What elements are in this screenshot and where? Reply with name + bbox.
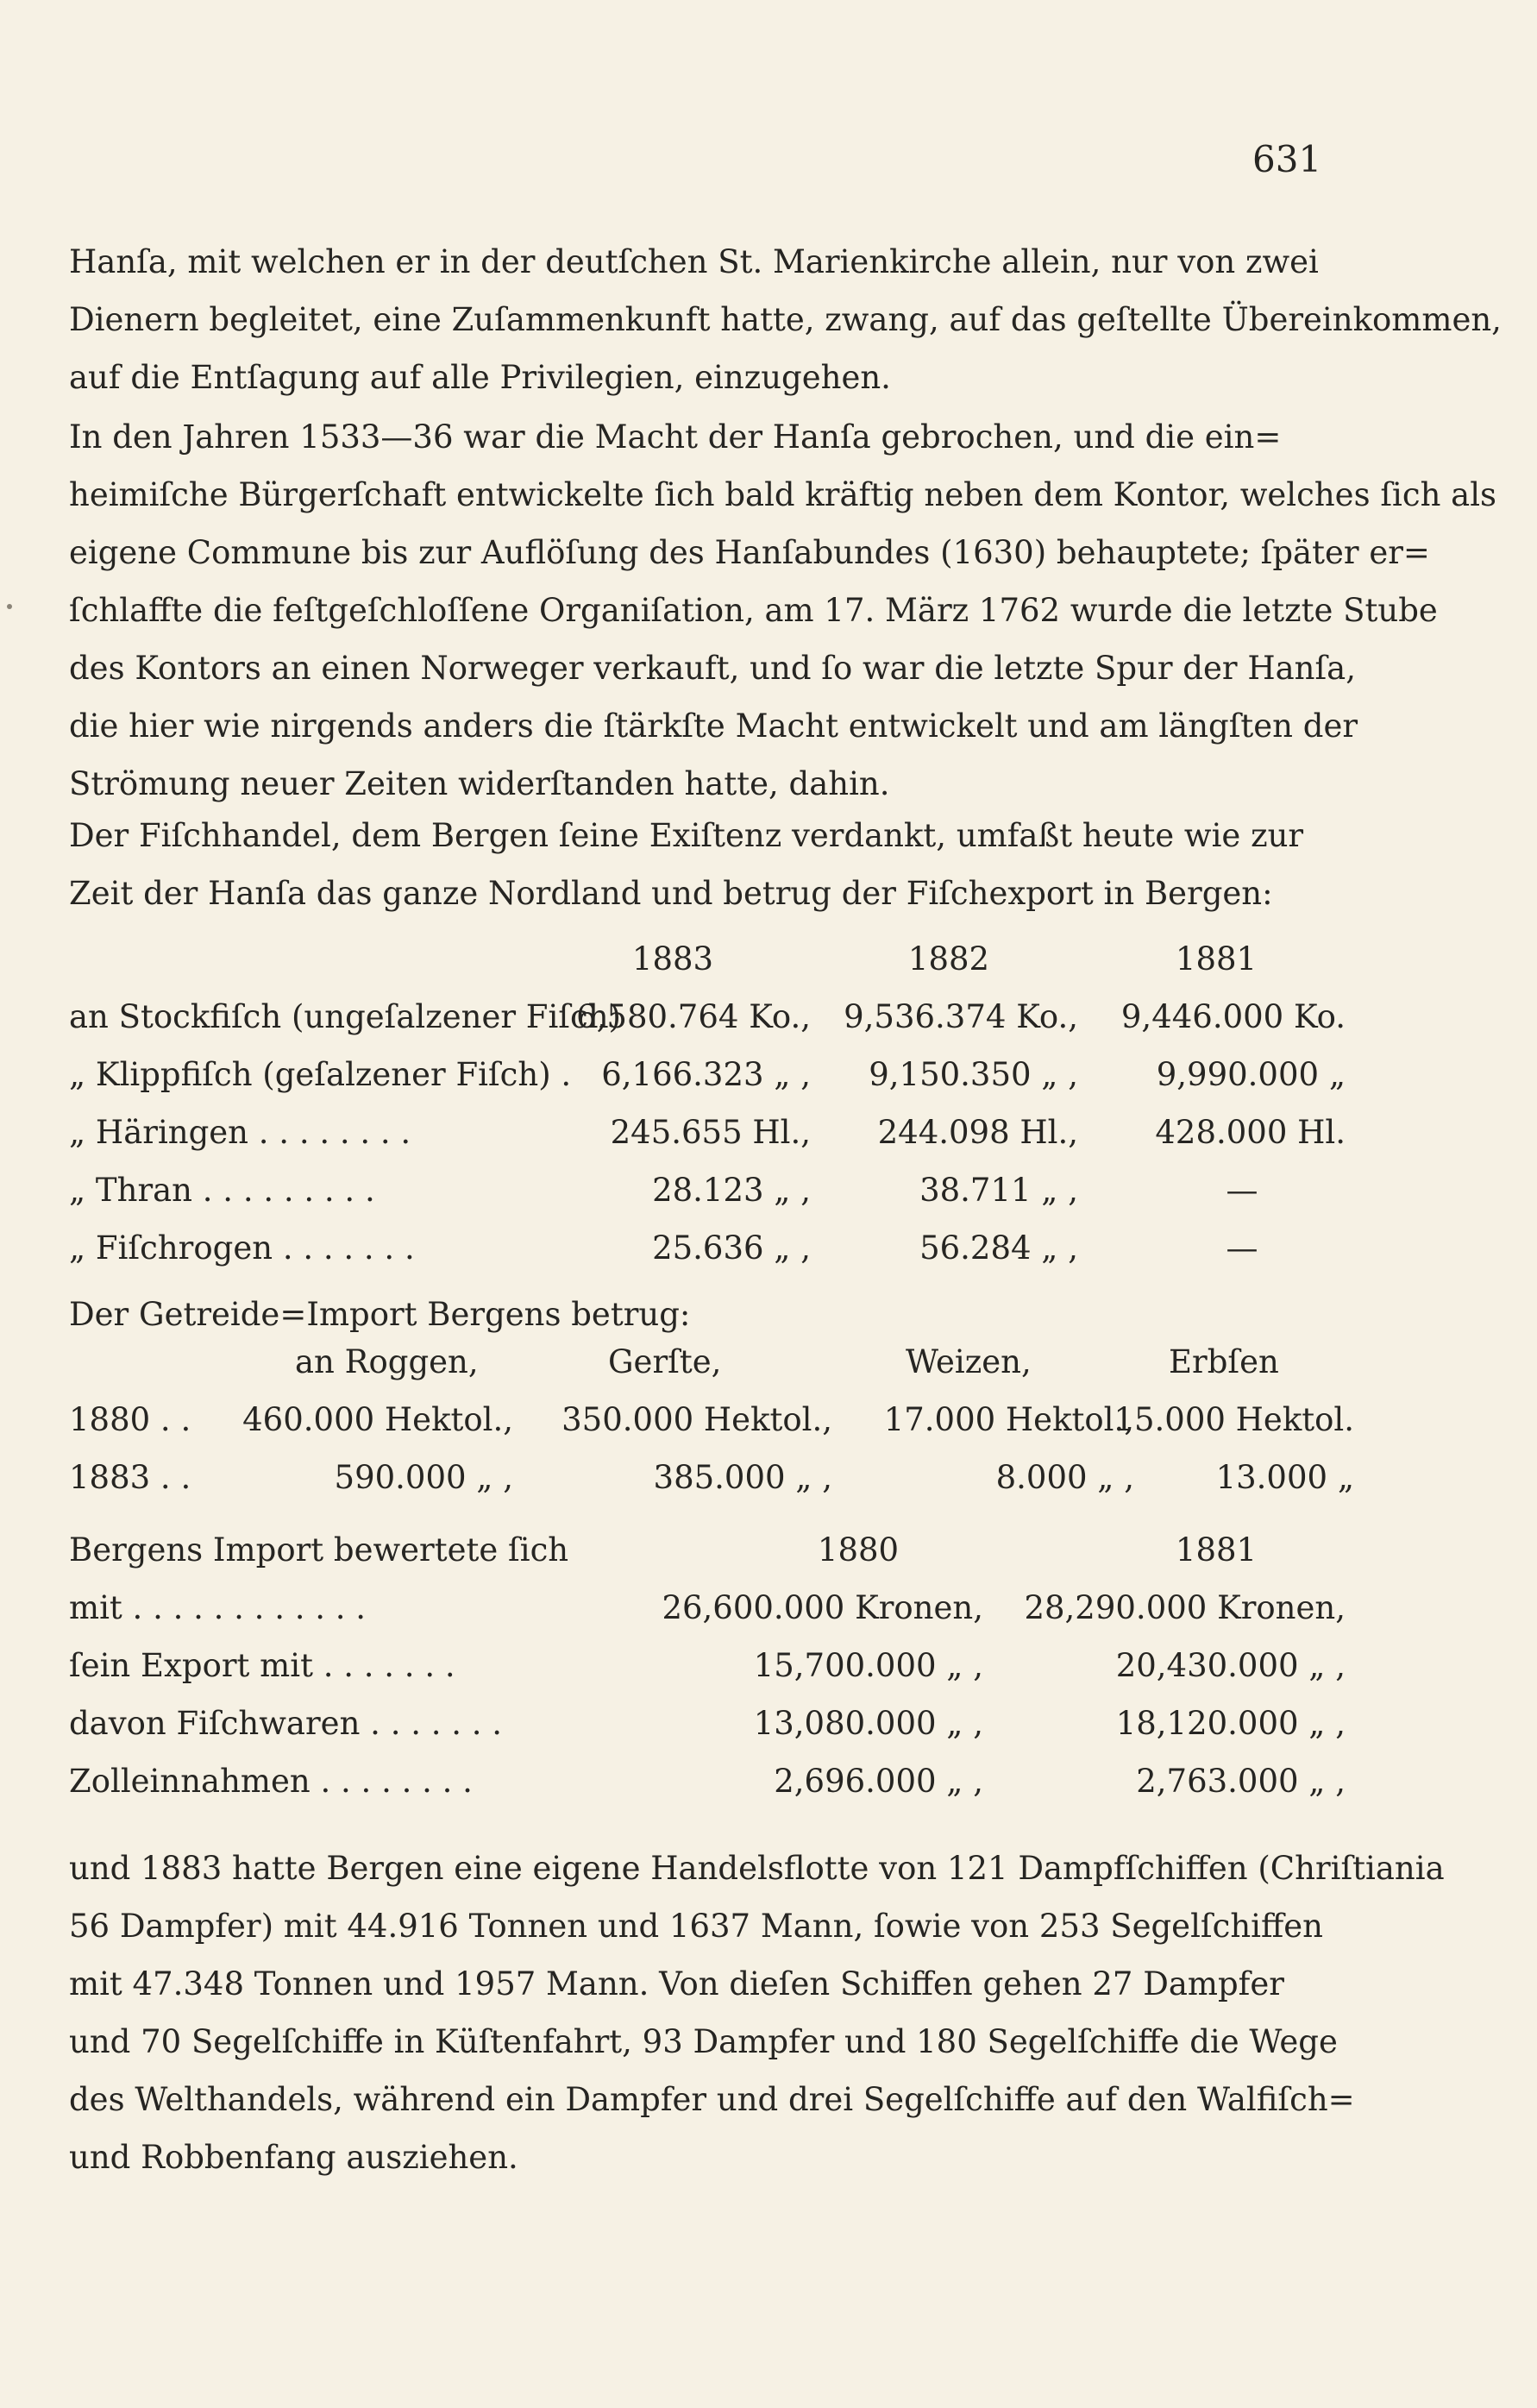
text-line: heimiſche Bürgerſchaft entwickelte ſich bald kräftig neben dem Kontor, welches ſich als [69, 476, 1497, 513]
cell-1881: 20,430.000 „ , [1115, 1647, 1346, 1684]
text-line: Zeit der Hanſa das ganze Nordland und betrug der Fiſchexport in Bergen: [69, 875, 1273, 912]
text-line: Strömung neuer Zeiten widerſtanden hatte, dahin. [69, 765, 890, 802]
cell-1881: — [1226, 1229, 1258, 1267]
cell-1882: 56.284 „ , [919, 1229, 1078, 1267]
text-line: 56 Dampfer) mit 44.916 Tonnen und 1637 Mann, ſowie von 253 Segelſchiffen [69, 1908, 1324, 1945]
cell-weizen: 17.000 Hektol., [883, 1401, 1134, 1438]
text-line: des Kontors an einen Norweger verkauft, und ſo war die letzte Spur der Hanſa, [69, 650, 1356, 687]
year-header: 1883 [631, 940, 714, 978]
table-row [69, 1647, 1363, 1705]
text-line: mit 47.348 Tonnen und 1957 Mann. Von dieſen Schiffen gehen 27 Dampfer [69, 1965, 1284, 2002]
table-row [69, 998, 1363, 1056]
row-label: davon Fiſchwaren . . . . . . . [69, 1705, 503, 1742]
table-row [69, 1705, 1363, 1763]
year-header: 1880 [817, 1531, 900, 1569]
margin-dot [7, 604, 12, 609]
row-label: an Stockfiſch (ungeſalzener Fiſch) [69, 998, 621, 1035]
cell-1881: 9,446.000 Ko. [1120, 998, 1346, 1035]
cell-gerste: 350.000 Hektol., [561, 1401, 832, 1438]
text-line: und Robbenfang ausziehen. [69, 2139, 518, 2176]
cell-1882: 9,536.374 Ko., [844, 998, 1078, 1035]
column-header: an Roggen, [295, 1343, 479, 1380]
table-row [69, 1589, 1363, 1647]
row-label: „ Thran . . . . . . . . . [69, 1172, 375, 1209]
cell-roggen: 460.000 Hektol., [242, 1401, 513, 1438]
cell-1881: 428.000 Hl. [1155, 1114, 1346, 1151]
table-row [69, 1172, 1363, 1229]
table-header-row [69, 1531, 1363, 1589]
cell-1880: 15,700.000 „ , [753, 1647, 983, 1684]
cell-1881: 28,290.000 Kronen, [1024, 1589, 1346, 1626]
text-line: Hanſa, mit welchen er in der deutſchen St. Marienkirche allein, nur von zwei [69, 243, 1319, 280]
table-row [69, 1114, 1363, 1172]
paragraph-fleet [69, 1839, 1445, 2186]
row-year: 1880 . . [69, 1401, 191, 1438]
text-line: In den Jahren 1533—36 war die Macht der Hanſa gebrochen, und die ein= [69, 418, 1282, 456]
cell-1882: 244.098 Hl., [877, 1114, 1078, 1151]
cell-1883: 6,580.764 Ko., [576, 998, 811, 1035]
cell-1882: 9,150.350 „ , [869, 1056, 1078, 1093]
table-row [69, 1056, 1363, 1114]
table-row [69, 1763, 1363, 1820]
cell-1881: 9,990.000 „ [1156, 1056, 1346, 1093]
text-line: Der Getreide=Import Bergens betrug: [69, 1296, 691, 1333]
table-row [69, 1401, 1363, 1459]
year-header: 1882 [907, 940, 990, 978]
cell-1881: 18,120.000 „ , [1115, 1705, 1346, 1742]
paragraph-grain-intro [69, 1286, 1337, 1343]
text-line: des Welthandels, während ein Dampfer und drei Segelſchiffe auf den Walfiſch= [69, 2081, 1355, 2118]
paragraph-hansa-decline [69, 408, 1497, 813]
row-label: ſein Export mit . . . . . . . [69, 1647, 455, 1684]
text-line: ſchlaffte die feſtgeſchloſſene Organiſation, am 17. März 1762 wurde die letzte Stube [69, 592, 1438, 629]
text-line: auf die Entſagung auf alle Privilegien, einzugehen. [69, 359, 891, 396]
table-intro: Bergens Import bewertete ſich [69, 1531, 569, 1569]
cell-erbsen: 13.000 „ [1215, 1459, 1354, 1496]
column-header: Weizen, [906, 1343, 1032, 1380]
cell-1882: 38.711 „ , [919, 1172, 1078, 1209]
table-row [69, 1229, 1363, 1287]
cell-gerste: 385.000 „ , [653, 1459, 832, 1496]
page-number: 631 [1252, 138, 1322, 180]
row-label: „ Klippfiſch (geſalzener Fiſch) . [69, 1056, 572, 1093]
row-label: „ Häringen . . . . . . . . [69, 1114, 411, 1151]
row-year: 1883 . . [69, 1459, 191, 1496]
text-line: Der Fiſchhandel, dem Bergen ſeine Exiſtenz verdankt, umfaßt heute wie zur [69, 817, 1304, 854]
cell-1881: 2,763.000 „ , [1136, 1763, 1346, 1800]
cell-weizen: 8.000 „ , [995, 1459, 1134, 1496]
cell-1883: 25.636 „ , [652, 1229, 811, 1267]
row-label: „ Fiſchrogen . . . . . . . [69, 1229, 415, 1267]
cell-1881: — [1226, 1172, 1258, 1209]
table-header-row [69, 1343, 1363, 1401]
text-line: die hier wie nirgends anders die ſtärkſte Macht entwickelt und am längſten der [69, 707, 1358, 745]
row-label: Zolleinnahmen . . . . . . . . [69, 1763, 473, 1800]
paragraph-hansa-end [69, 233, 1502, 406]
column-header: Erbſen [1169, 1343, 1279, 1380]
cell-1883: 28.123 „ , [652, 1172, 811, 1209]
cell-1880: 13,080.000 „ , [753, 1705, 983, 1742]
row-label: mit . . . . . . . . . . . . [69, 1589, 367, 1626]
year-header: 1881 [1175, 940, 1258, 978]
cell-1880: 26,600.000 Kronen, [662, 1589, 983, 1626]
cell-erbsen: 15.000 Hektol. [1114, 1401, 1354, 1438]
column-header: Gerſte, [608, 1343, 722, 1380]
paragraph-fish-trade [69, 807, 1337, 922]
text-line: und 70 Segelſchiffe in Küſtenfahrt, 93 Dampfer und 180 Segelſchiffe die Wege [69, 2023, 1338, 2060]
table-row [69, 1459, 1363, 1517]
text-line: Dienern begleitet, eine Zuſammenkunft hatte, zwang, auf das geſtellte Übereinkommen, [69, 301, 1502, 338]
year-header: 1881 [1175, 1531, 1258, 1569]
cell-roggen: 590.000 „ , [334, 1459, 513, 1496]
text-line: und 1883 hatte Bergen eine eigene Handelsflotte von 121 Dampfſchiffen (Chriſtiania [69, 1850, 1445, 1887]
cell-1883: 245.655 Hl., [610, 1114, 811, 1151]
cell-1883: 6,166.323 „ , [601, 1056, 811, 1093]
table-header-row [69, 940, 1363, 998]
text-line: eigene Commune bis zur Auflöſung des Hanſabundes (1630) behauptete; ſpäter er= [69, 534, 1430, 571]
cell-1880: 2,696.000 „ , [774, 1763, 983, 1800]
